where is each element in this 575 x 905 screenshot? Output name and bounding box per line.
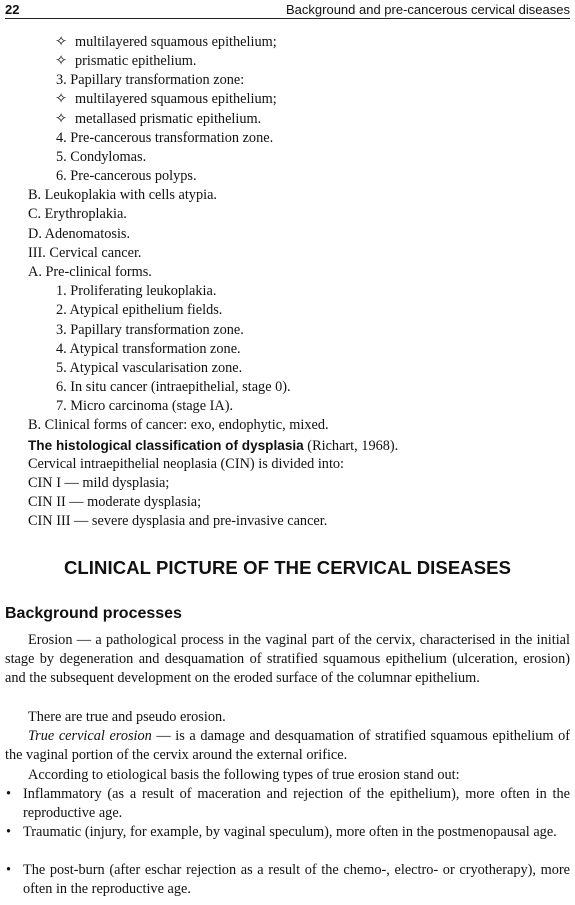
list-item: 2. Atypical epithelium fields. <box>56 302 223 318</box>
bullet-icon: • <box>6 786 12 802</box>
list-item: CIN II — moderate dysplasia; <box>28 494 202 510</box>
paragraph: There are true and pseudo erosion. <box>28 709 226 725</box>
list-item: 1. Proliferating leukoplakia. <box>56 283 217 299</box>
page-number: 22 <box>5 2 20 17</box>
star-bullet-icon: ✧ <box>55 34 67 50</box>
classification-title: The histological classification of dysplasia (Richart, 1968). <box>28 438 399 454</box>
star-bullet-icon: ✧ <box>55 53 67 69</box>
star-bullet-icon: ✧ <box>55 91 67 107</box>
list-item: • The post-burn (after eschar rejection as a result of the chemo-, electro- or cryotherapy), more often in the reproductive age. <box>6 862 570 898</box>
list-item: • Traumatic (injury, for example, by vaginal speculum), more often in the postmenopausal age. <box>23 823 570 842</box>
list-item: ✧ prismatic epithelium. <box>55 53 197 69</box>
list-item: 3. Papillary transformation zone: <box>56 72 245 88</box>
bullet-icon: • <box>6 824 12 840</box>
list-item: CIN I — mild dysplasia; <box>28 475 170 491</box>
list-item: • Inflammatory (as a result of maceration and rejection of the epithelium), more often in the reproductive age. <box>6 786 570 822</box>
subheading: Background processes <box>5 605 182 622</box>
list-item: 6. In situ cancer (intraepithelial, stage 0). <box>56 379 291 395</box>
list-item: Cervical intraepithelial neoplasia (CIN) is divided into: <box>28 456 345 472</box>
list-item: A. Pre-clinical forms. <box>28 264 152 280</box>
paragraph: Erosion — a pathological process in the vaginal part of the cervix, characterised in the initial stage by degeneration and desquamation of stratified squamous epithelium (ulceration, erosion) and the subsequent development on the eroded surface of the columnar epithelium. <box>5 632 570 687</box>
paragraph: True cervical erosion — is a damage and desquamation of stratified squamous epithelium of the vaginal portion of the cervix around the external orifice. <box>5 728 570 764</box>
list-item: 7. Micro carcinoma (stage IA). <box>56 398 234 414</box>
list-item: D. Adenomatosis. <box>28 226 131 242</box>
list-item: 6. Pre-cancerous polyps. <box>56 168 197 184</box>
running-title: Background and pre-cancerous cervical diseases <box>286 2 570 17</box>
list-item: 3. Papillary transformation zone. <box>56 322 244 338</box>
list-item: B. Clinical forms of cancer: exo, endophytic, mixed. <box>28 417 329 433</box>
list-item: 4. Atypical transformation zone. <box>56 341 241 357</box>
list-item: ✧ metallased prismatic epithelium. <box>55 111 262 127</box>
list-item: III. Cervical cancer. <box>28 245 142 261</box>
paragraph: According to etiological basis the following types of true erosion stand out: <box>28 767 460 783</box>
list-item: ✧ multilayered squamous epithelium; <box>55 91 277 107</box>
section-heading: CLINICAL PICTURE OF THE CERVICAL DISEASES <box>63 557 512 578</box>
list-item: 4. Pre-cancerous transformation zone. <box>56 130 274 146</box>
list-item: ✧ multilayered squamous epithelium; <box>55 34 277 50</box>
page-header <box>5 0 570 19</box>
list-item: C. Erythroplakia. <box>28 206 127 222</box>
list-item: 5. Condylomas. <box>56 149 147 165</box>
list-item: CIN III — severe dysplasia and pre-invasive cancer. <box>28 513 328 529</box>
list-item: B. Leukoplakia with cells atypia. <box>28 187 217 203</box>
list-item: 5. Atypical vascularisation zone. <box>56 360 243 376</box>
bullet-icon: • <box>6 862 12 878</box>
star-bullet-icon: ✧ <box>55 111 67 127</box>
